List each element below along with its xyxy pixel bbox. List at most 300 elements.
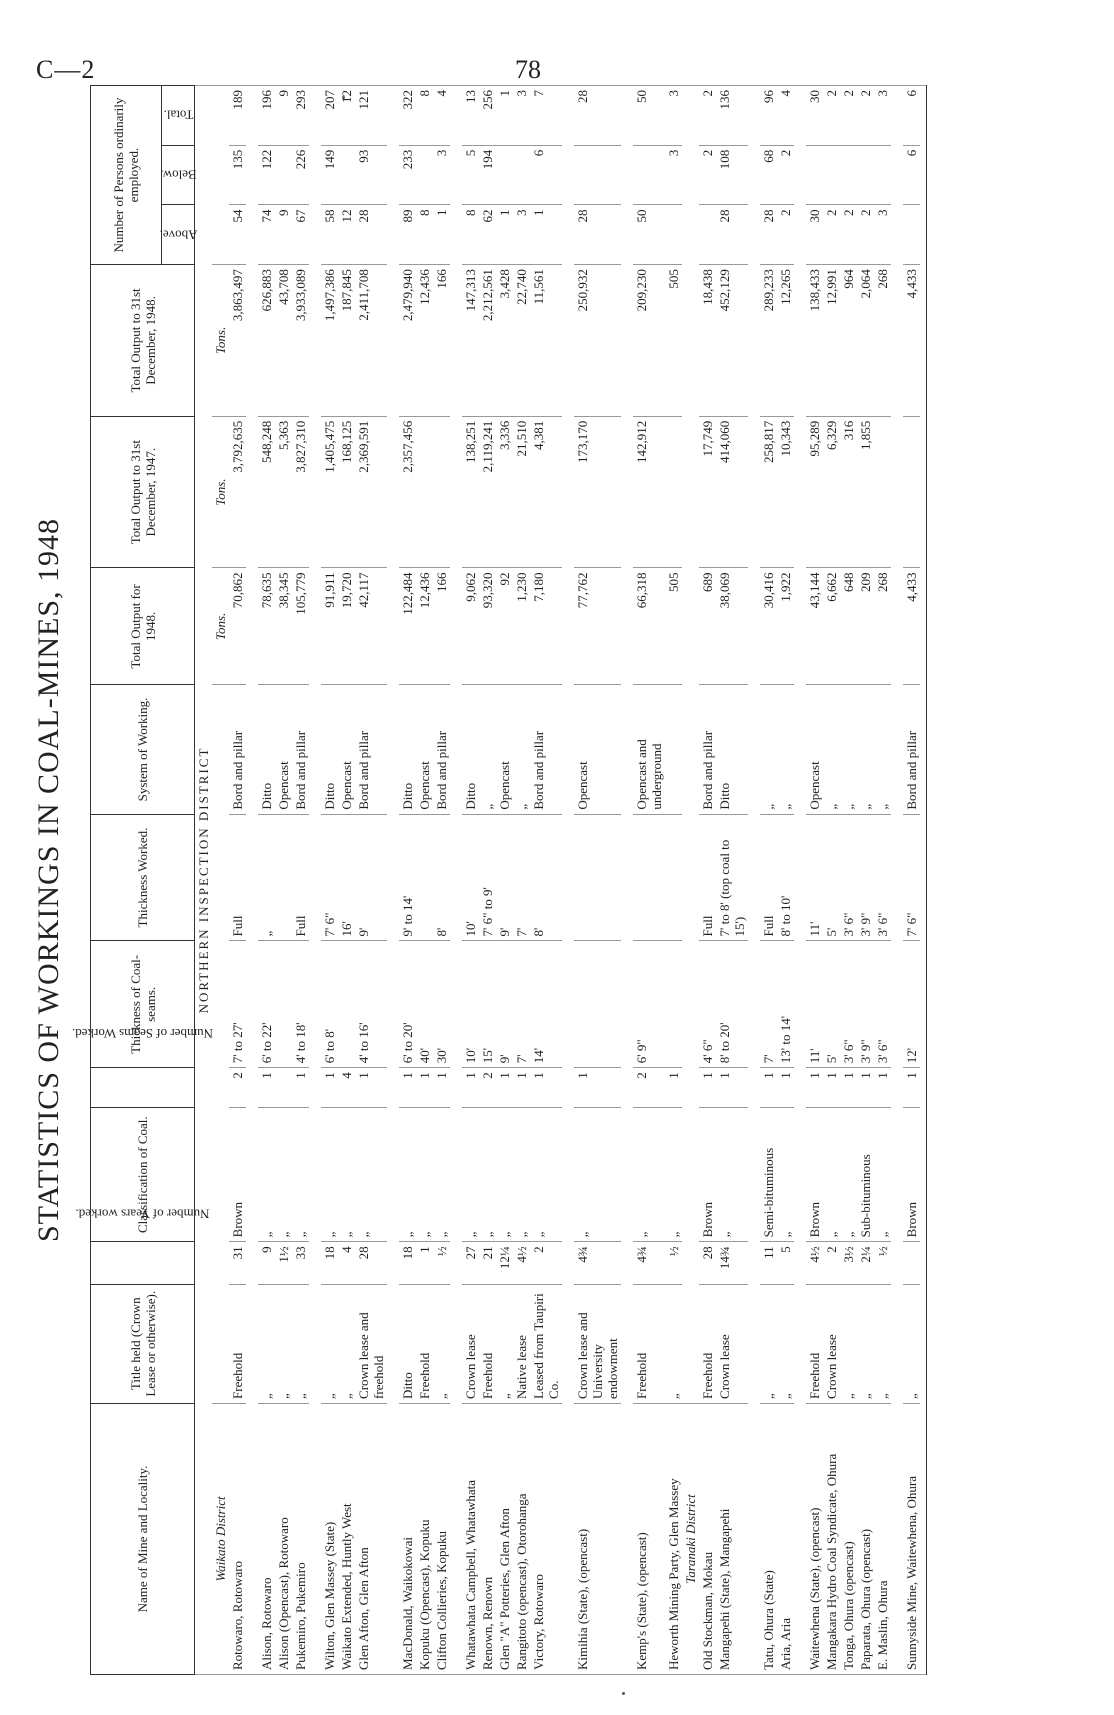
seams-worked (275, 1068, 292, 1108)
thickness-worked (416, 814, 433, 941)
output-1948: 93,320 (479, 568, 496, 685)
system-of-working: Ditto (462, 685, 479, 814)
output-1948: 505 (665, 568, 682, 685)
persons-total: 2 (699, 86, 716, 146)
persons-total: 12 (338, 86, 355, 146)
persons-total: 2 (840, 86, 857, 146)
title-held: „ (840, 1284, 857, 1403)
persons-above: 89 (399, 205, 416, 265)
title-held: Crown lease and University endowment (574, 1284, 621, 1403)
years-worked: 28 (699, 1242, 716, 1284)
mine-name: Kemp's (State), (opencast) (633, 1403, 665, 1674)
seams-worked: 1 (777, 1068, 794, 1108)
system-of-working: Opencast (806, 685, 823, 814)
output-to-1947: 173,170 (574, 416, 621, 568)
system-of-working: Bord and pillar (433, 685, 450, 814)
persons-total: 121 (355, 86, 387, 146)
persons-above: 67 (292, 205, 309, 265)
seam-thickness: 14' (530, 941, 562, 1068)
persons-total: 13 (462, 86, 479, 146)
persons-total: 136 (716, 86, 748, 146)
system-of-working: Bord and pillar (903, 685, 920, 814)
table-row (355, 86, 387, 1675)
output-to-1947: 10,343 (777, 416, 794, 568)
row-spacer (891, 86, 903, 1675)
title-held: „ (433, 1284, 450, 1403)
system-of-working: „ (760, 685, 777, 814)
seams-worked: 1 (857, 1068, 874, 1108)
coal-classification: Sub-bituminous (857, 1108, 874, 1242)
mine-name: Pukemiro, Pukemiro (292, 1403, 309, 1674)
output-1948: 91,911 (321, 568, 338, 685)
mine-name: Rangitoto (opencast), Otorohanga (513, 1403, 530, 1674)
output-to-1948: 268 (874, 265, 891, 417)
system-of-working: „ (857, 685, 874, 814)
row-spacer (748, 86, 760, 1675)
output-to-1947: 5,363 (275, 416, 292, 568)
output-to-1947: 4,381 (530, 416, 562, 568)
persons-total: 8 (416, 86, 433, 146)
table-row (496, 86, 513, 1675)
thickness-worked (275, 814, 292, 941)
persons-above: 2 (823, 205, 840, 265)
persons-below: 2 (699, 145, 716, 205)
coal-classification: „ (777, 1108, 794, 1242)
system-of-working: Opencast (496, 685, 513, 814)
output-to-1948: 452,129 (716, 265, 748, 417)
title-held: „ (258, 1284, 275, 1403)
output-1948: 1,922 (777, 568, 794, 685)
col-header-years: Number of Years worked. (91, 1242, 195, 1284)
coal-classification: „ (275, 1108, 292, 1242)
table-row (292, 86, 309, 1675)
title-held: „ (321, 1284, 338, 1403)
table-row (530, 86, 562, 1675)
persons-above: 2 (857, 205, 874, 265)
system-of-working: Ditto (399, 685, 416, 814)
seam-thickness: 3' 6" (874, 941, 891, 1068)
units-output-total: Tons. (212, 265, 229, 417)
output-to-1947: 548,248 (258, 416, 275, 568)
persons-total: 9 (275, 86, 292, 146)
persons-below: 3 (665, 145, 682, 205)
mine-name: Waitewhena (State), (opencast) (806, 1403, 823, 1674)
persons-below (275, 145, 292, 205)
output-to-1948: 12,991 (823, 265, 840, 417)
col-header-output-1947: Total Output to 31st December, 1947. (91, 416, 195, 568)
system-of-working: Opencast and underground (633, 685, 665, 814)
seam-thickness: 5' (823, 941, 840, 1068)
output-to-1947: 414,060 (716, 416, 748, 568)
output-to-1948: 505 (665, 265, 682, 417)
persons-above: 12 (338, 205, 355, 265)
output-to-1947: 316 (840, 416, 857, 568)
mine-name: Aria, Aria (777, 1403, 794, 1674)
output-1948: 166 (433, 568, 450, 685)
coal-classification: „ (479, 1108, 496, 1242)
mine-name: Old Stockman, Mokau (699, 1403, 716, 1674)
title-held: Crown lease (823, 1284, 840, 1403)
output-1948: 648 (840, 568, 857, 685)
output-to-1948: 2,064 (857, 265, 874, 417)
persons-above: 30 (806, 205, 823, 265)
persons-below (513, 145, 530, 205)
seam-thickness: 30' (433, 941, 450, 1068)
mine-name: Tatu, Ohura (State) (760, 1403, 777, 1674)
seam-thickness: 7' (513, 941, 530, 1068)
row-spacer (246, 86, 258, 1675)
thickness-worked: 8' (433, 814, 450, 941)
years-worked: 2¼ (857, 1242, 874, 1284)
years-worked: ½ (433, 1242, 450, 1284)
output-to-1947: 3,827,310 (292, 416, 309, 568)
output-to-1947: 95,289 (806, 416, 823, 568)
output-to-1948: 166 (433, 265, 450, 417)
persons-below: 233 (399, 145, 416, 205)
output-1948: 1,230 (513, 568, 530, 685)
coal-classification: „ (513, 1108, 530, 1242)
seam-thickness: 15' (479, 941, 496, 1068)
persons-above: 54 (229, 205, 246, 265)
table-row (258, 86, 275, 1675)
persons-below (338, 145, 355, 205)
persons-total: 30 (806, 86, 823, 146)
thickness-worked: 5' (823, 814, 840, 941)
thickness-worked: 16' (338, 814, 355, 941)
coal-classification: „ (292, 1108, 309, 1242)
persons-below: 6 (530, 145, 562, 205)
output-to-1948: 22,740 (513, 265, 530, 417)
years-worked: 11 (760, 1242, 777, 1284)
persons-above (665, 205, 682, 265)
system-of-working: Bord and pillar (355, 685, 387, 814)
persons-above: 2 (840, 205, 857, 265)
seams-worked: 1 (433, 1068, 450, 1108)
output-1948: 92 (496, 568, 513, 685)
years-worked (903, 1242, 920, 1284)
years-worked: 31 (229, 1242, 246, 1284)
seams-worked: 1 (823, 1068, 840, 1108)
system-of-working: Bord and pillar (699, 685, 716, 814)
thickness-worked: Full (760, 814, 777, 941)
thickness-worked: 7' to 8' (top coal to 15') (716, 814, 748, 941)
thickness-worked (633, 814, 665, 941)
output-to-1948: 2,212,561 (479, 265, 496, 417)
persons-above: 1 (530, 205, 562, 265)
output-to-1948: 626,883 (258, 265, 275, 417)
years-worked: 9 (258, 1242, 275, 1284)
seams-worked: 1 (530, 1068, 562, 1108)
coal-classification: Semi-bituminous (760, 1108, 777, 1242)
title-held: Ditto (399, 1284, 416, 1403)
row-spacer (621, 86, 633, 1675)
thickness-worked: 7' 6" to 9' (479, 814, 496, 941)
years-worked: 4½ (806, 1242, 823, 1284)
coal-classification: „ (338, 1108, 355, 1242)
output-1948: 105,779 (292, 568, 309, 685)
persons-below: 5 (462, 145, 479, 205)
system-of-working: Bord and pillar (292, 685, 309, 814)
output-to-1948: 187,845 (338, 265, 355, 417)
persons-above (903, 205, 920, 265)
title-held: „ (275, 1284, 292, 1403)
coal-classification: „ (665, 1108, 682, 1242)
title-held: „ (760, 1284, 777, 1403)
seam-thickness: 13' to 14' (777, 941, 794, 1068)
seam-thickness: 3' 6" (840, 941, 857, 1068)
persons-total: 207 (321, 86, 338, 146)
system-of-working: „ (874, 685, 891, 814)
output-1948: 209 (857, 568, 874, 685)
mine-name: Paparata, Ohura (opencast) (857, 1403, 874, 1674)
col-header-output-1948: Total Output for 1948. (91, 568, 195, 685)
output-1948: 77,762 (574, 568, 621, 685)
persons-above: 3 (874, 205, 891, 265)
seams-worked: 1 (513, 1068, 530, 1108)
output-to-1948: 3,863,497 (229, 265, 246, 417)
coal-classification: „ (716, 1108, 748, 1242)
table-row (840, 86, 857, 1675)
years-worked: 12¼ (496, 1242, 513, 1284)
seams-worked: 1 (760, 1068, 777, 1108)
output-1948: 43,144 (806, 568, 823, 685)
mine-name: Sunnyside Mine, Waitewhena, Ohura (903, 1403, 920, 1674)
table-row (479, 86, 496, 1675)
coal-classification: „ (574, 1108, 621, 1242)
thickness-worked: 9' (496, 814, 513, 941)
years-worked: 3½ (840, 1242, 857, 1284)
output-to-1947 (433, 416, 450, 568)
table-body (195, 86, 927, 1675)
subhead-row (212, 86, 229, 1675)
output-to-1947 (416, 416, 433, 568)
title-held: Freehold (699, 1284, 716, 1403)
years-worked: 28 (355, 1242, 387, 1284)
years-worked: 14¾ (716, 1242, 748, 1284)
output-1948: 7,180 (530, 568, 562, 685)
mine-name: MacDonald, Waikokowai (399, 1403, 416, 1674)
col-header-seams: Number of Seams Worked. (91, 1068, 195, 1108)
title-held: „ (857, 1284, 874, 1403)
persons-below: 108 (716, 145, 748, 205)
mine-name: Alison, Rotowaro (258, 1403, 275, 1674)
output-1948: 78,635 (258, 568, 275, 685)
mine-name: Kimihia (State), (opencast) (574, 1403, 621, 1674)
output-1948: 12,436 (416, 568, 433, 685)
table-row (760, 86, 777, 1675)
persons-below: 194 (479, 145, 496, 205)
output-to-1947: 1,855 (857, 416, 874, 568)
scan-speck (622, 1692, 625, 1695)
title-held: „ (903, 1284, 920, 1403)
seams-worked: 1 (258, 1068, 275, 1108)
output-to-1948: 138,433 (806, 265, 823, 417)
output-1948: 70,862 (229, 568, 246, 685)
thickness-worked: Full (699, 814, 716, 941)
output-to-1947 (874, 416, 891, 568)
title-held: „ (338, 1284, 355, 1403)
coal-mines-statistics-table (72, 85, 927, 1675)
persons-below (633, 145, 665, 205)
persons-below: 226 (292, 145, 309, 205)
persons-above (699, 205, 716, 265)
mine-name: Glen Afton, Glen Afton (355, 1403, 387, 1674)
seams-worked: 1 (355, 1068, 387, 1108)
years-worked: 4½ (513, 1242, 530, 1284)
mine-name: Waikato Extended, Huntly West (338, 1403, 355, 1674)
persons-below: 135 (229, 145, 246, 205)
col-header-below: Below. (162, 145, 195, 205)
col-header-classification: Classification of Coal. (91, 1108, 195, 1242)
seams-worked: 1 (716, 1068, 748, 1108)
output-to-1947: 3,792,635 (229, 416, 246, 568)
table-row (321, 86, 338, 1675)
persons-total: 3 (513, 86, 530, 146)
output-1948: 42,117 (355, 568, 387, 685)
thickness-worked: 7' 6" (321, 814, 338, 941)
persons-above: 8 (462, 205, 479, 265)
table-bottom-rule (920, 86, 927, 1675)
coal-classification: Brown (229, 1108, 246, 1242)
years-worked: 2 (530, 1242, 562, 1284)
seam-thickness: 11' (806, 941, 823, 1068)
output-to-1947: 6,329 (823, 416, 840, 568)
output-to-1948: 18,438 (699, 265, 716, 417)
system-of-working: Opencast (338, 685, 355, 814)
years-worked: ½ (665, 1242, 682, 1284)
output-to-1947: 2,357,456 (399, 416, 416, 568)
persons-total: 4 (433, 86, 450, 146)
persons-total: 256 (479, 86, 496, 146)
persons-above: 74 (258, 205, 275, 265)
persons-total: 322 (399, 86, 416, 146)
persons-above: 1 (496, 205, 513, 265)
persons-total: 2 (857, 86, 874, 146)
mine-name: Rotowaro, Rotowaro (229, 1403, 246, 1674)
persons-above: 62 (479, 205, 496, 265)
persons-below: 122 (258, 145, 275, 205)
system-of-working: Bord and pillar (530, 685, 562, 814)
output-to-1947: 258,817 (760, 416, 777, 568)
thickness-worked: 8' (530, 814, 562, 941)
subhead-waikato: Waikato District (212, 1403, 229, 1674)
table-row (633, 86, 665, 1675)
row-spacer (387, 86, 399, 1675)
seams-worked: 4 (338, 1068, 355, 1108)
output-to-1947 (665, 416, 682, 568)
table-row (462, 86, 479, 1675)
units-output-1947: Tons. (212, 416, 229, 568)
output-to-1948: 2,411,708 (355, 265, 387, 417)
mine-name: Alison (Opencast), Rotowaro (275, 1403, 292, 1674)
row-spacer (562, 86, 574, 1675)
output-1948: 30,416 (760, 568, 777, 685)
thickness-worked: „ (258, 814, 275, 941)
output-1948: 9,062 (462, 568, 479, 685)
persons-above: 9 (275, 205, 292, 265)
section-row (195, 86, 213, 1675)
output-1948: 66,318 (633, 568, 665, 685)
title-held: Freehold (229, 1284, 246, 1403)
thickness-worked: 7' (513, 814, 530, 941)
persons-below (840, 145, 857, 205)
persons-total: 96 (760, 86, 777, 146)
seams-worked: 1 (903, 1068, 920, 1108)
seams-worked: 1 (806, 1068, 823, 1108)
mine-name: Mangapehi (State), Mangapehi (716, 1403, 748, 1674)
output-to-1948: 2,479,940 (399, 265, 416, 417)
mine-name: Whatawhata Campbell, Whatawhata (462, 1403, 479, 1674)
persons-below: 149 (321, 145, 338, 205)
rotated-page (28, 85, 1028, 1675)
seams-worked: 1 (416, 1068, 433, 1108)
thickness-worked (574, 814, 621, 941)
seams-worked: 1 (462, 1068, 479, 1108)
col-header-system: System of Working. (91, 685, 195, 814)
col-header-title: Title held (Crown Lease or otherwise). (91, 1284, 195, 1403)
title-held: Freehold (479, 1284, 496, 1403)
system-of-working: Opencast (574, 685, 621, 814)
output-1948: 4,433 (903, 568, 920, 685)
seam-thickness: 6' to 22' (258, 941, 275, 1068)
subhead-taranaki: Taranaki District (682, 1403, 699, 1674)
output-to-1948: 1,497,386 (321, 265, 338, 417)
units-output-1948: Tons. (212, 568, 229, 685)
seam-thickness (574, 941, 621, 1068)
persons-total: 6 (903, 86, 920, 146)
thickness-worked: 7' 6" (903, 814, 920, 941)
table-row (903, 86, 920, 1675)
output-1948: 689 (699, 568, 716, 685)
thickness-worked: 3' 6" (840, 814, 857, 941)
seams-worked: 1 (496, 1068, 513, 1108)
system-of-working: „ (513, 685, 530, 814)
table-row (665, 86, 682, 1675)
col-header-name: Name of Mine and Locality. (91, 1403, 195, 1674)
seam-thickness: 9' (496, 941, 513, 1068)
title-held: Crown lease (462, 1284, 479, 1403)
coal-classification: „ (433, 1108, 450, 1242)
seams-worked: 1 (574, 1068, 621, 1108)
persons-total: 28 (574, 86, 621, 146)
seams-worked: 1 (840, 1068, 857, 1108)
mine-name: Wilton, Glen Massey (State) (321, 1403, 338, 1674)
output-to-1948: 250,932 (574, 265, 621, 417)
mine-name: Kopuku (Opencast), Kopuku (416, 1403, 433, 1674)
years-worked: 1 (416, 1242, 433, 1284)
seam-thickness: 6' to 8' (321, 941, 338, 1068)
persons-below: 3 (433, 145, 450, 205)
persons-below (416, 145, 433, 205)
col-header-above: Above. (162, 205, 195, 265)
thickness-worked: 8' to 10' (777, 814, 794, 941)
years-worked: 2 (823, 1242, 840, 1284)
persons-total: 7 (530, 86, 562, 146)
seams-worked: 2 (229, 1068, 246, 1108)
persons-below: 2 (777, 145, 794, 205)
years-worked: 18 (321, 1242, 338, 1284)
output-to-1948: 964 (840, 265, 857, 417)
seams-worked: 1 (874, 1068, 891, 1108)
persons-total: 293 (292, 86, 309, 146)
persons-below: 93 (355, 145, 387, 205)
persons-above: 2 (777, 205, 794, 265)
mine-name: E. Maslin, Ohura (874, 1403, 891, 1674)
title-held: Freehold (416, 1284, 433, 1403)
page-code: C—2 (36, 55, 96, 84)
seams-worked: 1 (292, 1068, 309, 1108)
output-to-1948: 3,933,089 (292, 265, 309, 417)
